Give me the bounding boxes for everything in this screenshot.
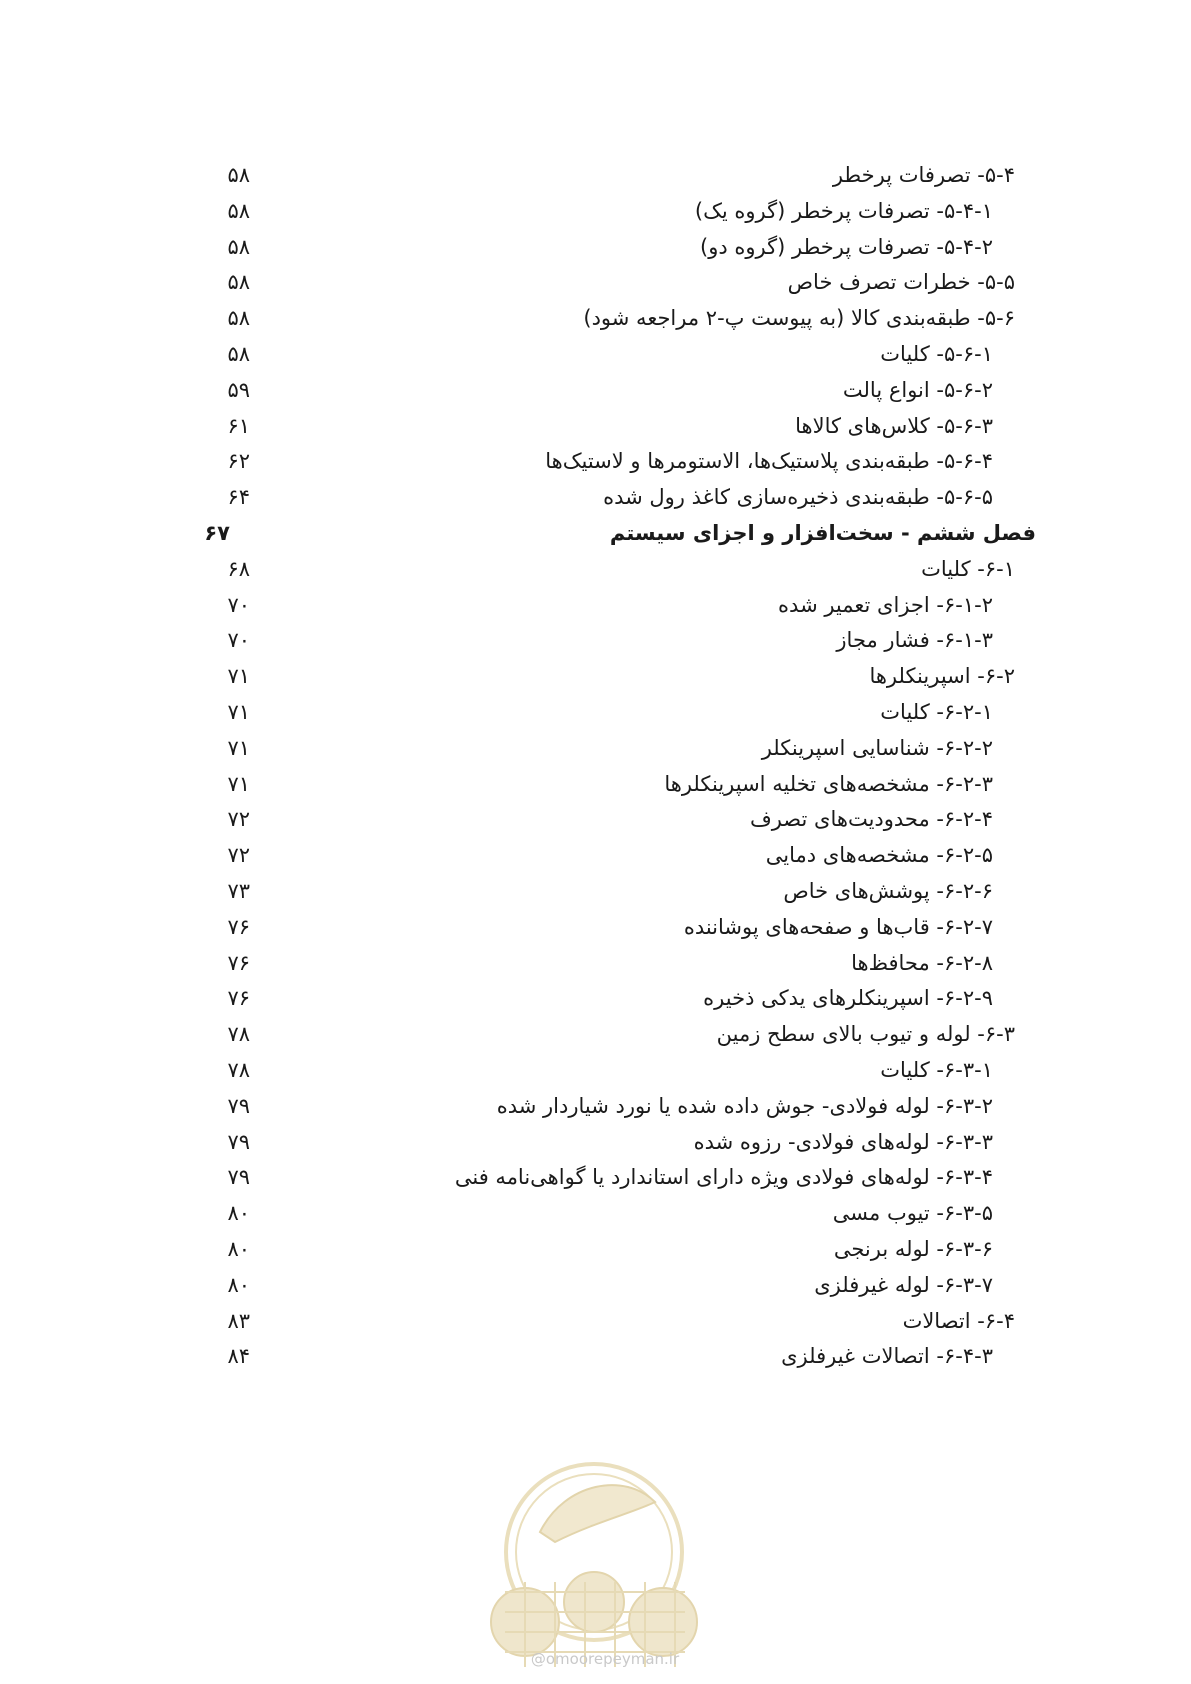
toc-page-number: ۷۱ [227,771,250,796]
toc-page-number: ۵۹ [227,377,250,402]
toc-row [0,371,1191,409]
toc-row [0,1230,1191,1268]
toc-row [0,944,1191,982]
toc-page-number: ۶۴ [227,485,250,510]
toc-row [0,657,1191,695]
toc-entry-title: ۶-۳-۴- لوله‌های فولادی ویژه دارای استاندارد یا گواهی‌نامه فنی [454,1165,993,1190]
toc-page-number: ۷۲ [227,843,250,868]
toc-row [0,263,1191,301]
toc-entry-title: ۵-۶-۵- طبقه‌بندی ذخیره‌سازی کاغذ رول شده [603,485,993,510]
toc-row [0,908,1191,946]
toc-entry-title: ۶-۲-۴- محدودیت‌های تصرف [749,807,993,832]
toc-entry-title: ۶-۳-۵- تیوب مسی [832,1201,993,1226]
toc-page-number: ۵۸ [227,234,250,259]
toc-entry-title: ۶-۲-۸- محافظ‌ها [851,950,993,975]
toc-page-number: ۷۱ [227,735,250,760]
toc-entry-title: ۵-۶-۲- انواع پالت [842,377,993,402]
toc-entry-title: ۶-۲-۳- مشخصه‌های تخلیه اسپرینکلرها [664,771,993,796]
toc-page-number: ۵۸ [227,306,250,331]
toc-row [0,836,1191,874]
toc-entry-title: ۶-۲-۷- قاب‌ها و صفحه‌های پوشاننده [683,914,993,939]
toc-row [0,156,1191,194]
toc-row [0,729,1191,767]
watermark-site: @omoorepeyman.ir [530,1650,680,1668]
toc-entry-title: ۵-۶-۱- کلیات [880,342,993,366]
toc-page-number: ۸۰ [227,1201,250,1226]
toc-row [0,1194,1191,1232]
toc-page-number: ۵۸ [227,198,250,223]
toc-entry-title: ۵-۶-۳- کلاس‌های کالاها [795,413,993,438]
toc-row [0,407,1191,445]
toc-page-number: ۷۳ [227,879,250,903]
toc-entry-title: ۶-۱-۲- اجزای تعمیر شده [778,592,993,617]
toc-row [0,693,1191,731]
toc-page-number: ۶۱ [227,413,250,438]
toc-page-number: ۷۸ [227,1022,250,1047]
toc-page-number: ۷۹ [227,1093,250,1118]
toc-page-number: ۷۹ [227,1165,250,1190]
toc-chapter-row [0,514,1191,552]
toc-entry-title: ۶-۴-۳- اتصالات غیرفلزی [781,1344,993,1369]
toc-row [0,1087,1191,1125]
toc-page-number: ۷۲ [227,807,250,832]
toc-row [0,442,1191,480]
toc-page-number: ۸۰ [227,1272,250,1297]
toc-page-number: ۷۰ [227,592,250,617]
toc-page-number: ۵۸ [227,270,250,295]
toc-entry-title: ۵-۵- خطرات تصرف خاص [787,270,1015,295]
toc-row [0,586,1191,624]
toc-entry-title: ۵-۶-۴- طبقه‌بندی پلاستیک‌ها، الاستومرها و لاستیک‌ها [545,449,993,474]
toc-entry-title: ۶-۳- لوله و تیوب بالای سطح زمین [716,1022,1015,1047]
toc-entry-title: ۶-۲-۶- پوشش‌های خاص [783,879,993,903]
toc-page-number: ۷۱ [227,700,250,724]
toc-row [0,979,1191,1017]
toc-row [0,335,1191,373]
toc-page-number: ۸۴ [227,1344,250,1369]
toc-entry-title: ۶-۳-۲- لوله فولادی- جوش داده شده یا نورد شیاردار شده [496,1093,993,1118]
toc-row [0,228,1191,266]
toc-row [0,299,1191,337]
toc-page-number: ۷۹ [227,1129,250,1154]
toc-row [0,872,1191,910]
toc-row [0,1337,1191,1375]
toc-entry-title: ۶-۳-۱- کلیات [880,1058,993,1082]
toc-entry-title: ۶-۲-۵- مشخصه‌های دمایی [765,843,993,868]
toc-row [0,621,1191,659]
toc-entry-title: ۶-۲-۱- کلیات [880,700,993,724]
toc-row [0,1123,1191,1161]
toc-entry-title: فصل ششم - سخت‌افزار و اجزای سیستم [609,521,1036,545]
toc-page-number: ۷۰ [227,628,250,653]
toc-page-number: ۸۰ [227,1237,250,1261]
toc-row [0,550,1191,588]
toc-entry-title: ۵-۴-۲- تصرفات پرخطر (گروه دو) [700,234,993,259]
toc-entry-title: ۶-۳-۷- لوله غیرفلزی [814,1272,993,1297]
toc-row [0,765,1191,803]
toc-page-number: ۵۸ [227,342,250,366]
toc-entry-title: ۶-۲-۹- اسپرینکلرهای یدکی ذخیره [703,986,993,1011]
toc-entry-title: ۶-۴- اتصالات [902,1308,1015,1333]
toc-entry-title: ۶-۱- کلیات [921,556,1015,581]
toc-page-number: ۷۶ [227,986,250,1011]
toc-row [0,1051,1191,1089]
toc-entry-title: ۶-۳-۳- لوله‌های فولادی- رزوه شده [693,1129,993,1154]
watermark-logo-icon [485,1452,703,1680]
toc-row [0,1158,1191,1196]
toc-entry-title: ۶-۲-۲- شناسایی اسپرینکلر [761,735,993,760]
toc-entry-title: ۶-۳-۶- لوله برنجی [833,1237,993,1261]
toc-page-number: ۷۶ [227,914,250,939]
toc-entry-title: ۶-۱-۳- فشار مجاز [836,628,993,653]
toc-page-number: ۷۶ [227,950,250,975]
toc-entry-title: ۵-۶- طبقه‌بندی کالا (به پیوست پ-۲ مراجعه شود) [583,306,1015,331]
toc-page-number: ۶۸ [227,556,250,581]
toc-page-number: ۶۷ [204,521,230,545]
toc-entry-title: ۵-۴- تصرفات پرخطر [832,163,1015,187]
toc-row [0,800,1191,838]
toc-row [0,1015,1191,1053]
toc-row [0,1266,1191,1304]
toc-page-number: ۸۳ [227,1308,250,1333]
toc-row [0,192,1191,230]
toc-row [0,1302,1191,1340]
toc-page-number: ۵۸ [227,163,250,187]
toc-page-number: ۷۸ [227,1058,250,1082]
toc-page-number: ۶۲ [227,449,250,474]
toc-row [0,478,1191,516]
toc-entry-title: ۶-۲- اسپرینکلرها [869,664,1015,689]
toc-page-number: ۷۱ [227,664,250,689]
toc-entry-title: ۵-۴-۱- تصرفات پرخطر (گروه یک) [694,198,993,223]
